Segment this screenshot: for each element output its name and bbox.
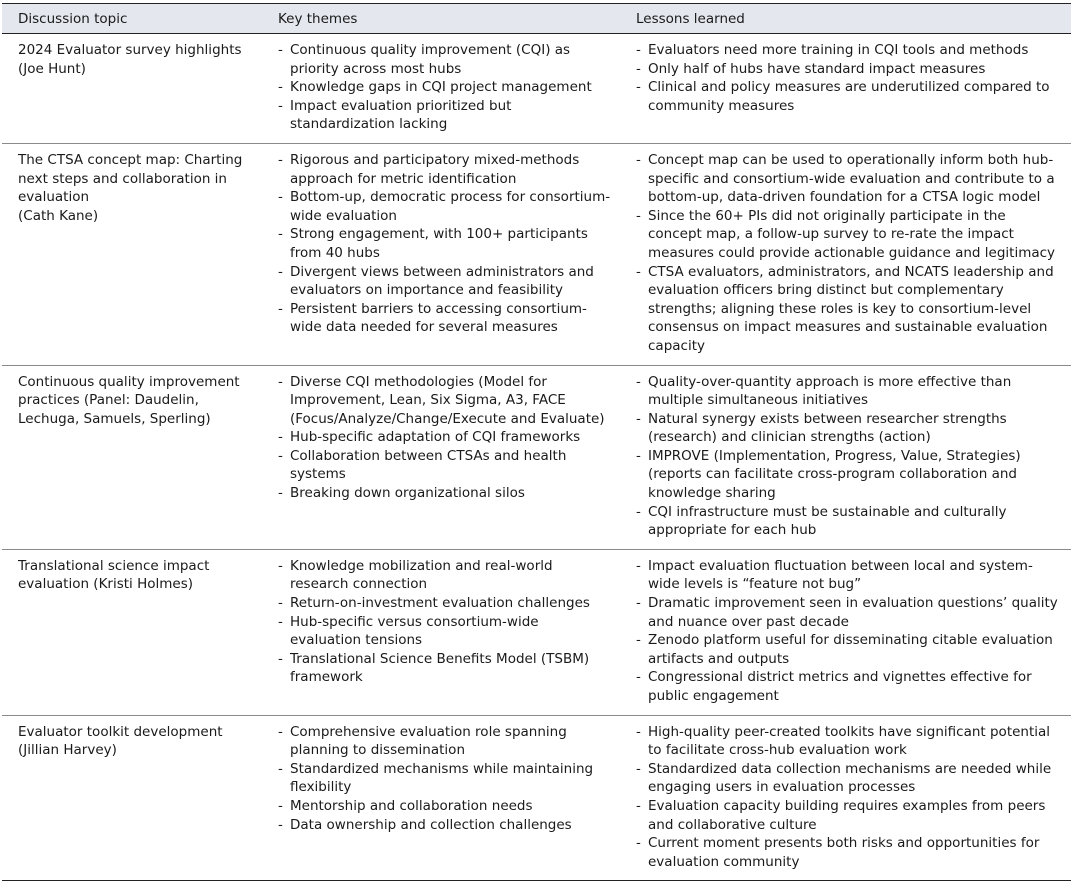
header-row <box>2 4 1071 34</box>
theme-item: - Impact evaluation prioritized but standardization lacking <box>278 97 612 134</box>
theme-item: - Translational Science Benefits Model (TSBM) framework <box>278 650 612 687</box>
theme-item: - Diverse CQI methodologies (Model for Improvement, Lean, Six Sigma, A3, FACE (Focus/Analyze/Change/Execute and Evaluate) <box>278 373 612 429</box>
table-header <box>2 4 1071 34</box>
theme-item: - Strong engagement, with 100+ participants from 40 hubs <box>278 225 612 262</box>
theme-item: - Data ownership and collection challenges <box>278 816 612 835</box>
header-discussion-topic: Discussion topic <box>2 4 262 34</box>
lesson-list <box>636 41 1063 115</box>
header-key-themes: Key themes <box>262 4 620 34</box>
table-row <box>2 715 1071 881</box>
table-row <box>2 143 1071 365</box>
theme-item: - Knowledge mobilization and real-world research connection <box>278 557 612 594</box>
lessons-cell <box>620 365 1071 549</box>
lesson-item: - IMPROVE (Implementation, Progress, Value, Strategies) (reports can facilitate cross-program collaboration and knowledge sharing <box>636 447 1063 503</box>
lesson-item: - Current moment presents both risks and opportunities for evaluation community <box>636 834 1063 871</box>
theme-item: - Continuous quality improvement (CQI) as priority across most hubs <box>278 41 612 78</box>
lessons-cell <box>620 34 1071 144</box>
theme-item: - Collaboration between CTSAs and health systems <box>278 447 612 484</box>
table-row <box>2 365 1071 549</box>
themes-cell <box>262 549 620 715</box>
lesson-item: - CTSA evaluators, administrators, and NCATS leadership and evaluation officers bring distinct but complementary strengths; aligning these roles is key to consortium-level consensus on impact measures and sustainable evaluation capacity <box>636 263 1063 356</box>
lesson-item: - Impact evaluation fluctuation between local and system-wide levels is “feature not bug” <box>636 557 1063 594</box>
table-row <box>2 34 1071 144</box>
lesson-item: - Clinical and policy measures are underutilized compared to community measures <box>636 78 1063 115</box>
topic-cell <box>2 715 262 881</box>
lesson-item: - Since the 60+ PIs did not originally participate in the concept map, a follow-up survey to re-rate the impact measures could provide actionable guidance and legitimacy <box>636 207 1063 263</box>
themes-cell <box>262 365 620 549</box>
topic-presenter: (Cath Kane) <box>18 207 99 224</box>
lesson-item: - CQI infrastructure must be sustainable and culturally appropriate for each hub <box>636 503 1063 540</box>
topic-cell <box>2 143 262 365</box>
theme-list <box>278 373 612 503</box>
theme-item: - Return-on-investment evaluation challenges <box>278 594 612 613</box>
themes-cell <box>262 34 620 144</box>
theme-list <box>278 723 612 835</box>
lesson-item: - Dramatic improvement seen in evaluation questions’ quality and nuance over past decade <box>636 594 1063 631</box>
lesson-item: - Natural synergy exists between researcher strengths (research) and clinician strengths (action) <box>636 410 1063 447</box>
topic-title: 2024 Evaluator survey highlights (Joe Hunt) <box>18 42 242 77</box>
lesson-item: - High-quality peer-created toolkits have significant potential to facilitate cross-hub evaluation work <box>636 723 1063 760</box>
topic-title: Translational science impact evaluation (Kristi Holmes) <box>18 557 210 593</box>
theme-item: - Bottom-up, democratic process for consortium-wide evaluation <box>278 188 612 225</box>
topic-title: Continuous quality improvement practices (Panel: Daudelin, Lechuga, Samuels, Sperling) <box>18 373 240 427</box>
table-body <box>2 34 1071 881</box>
lesson-item: - Only half of hubs have standard impact measures <box>636 60 1063 79</box>
topic-cell <box>2 365 262 549</box>
discussion-table <box>2 3 1071 881</box>
topic-cell <box>2 34 262 144</box>
themes-cell <box>262 143 620 365</box>
table-row <box>2 549 1071 715</box>
theme-list <box>278 151 612 337</box>
themes-cell <box>262 715 620 881</box>
lessons-cell <box>620 715 1071 881</box>
lessons-cell <box>620 549 1071 715</box>
lessons-cell <box>620 143 1071 365</box>
lesson-item: - Zenodo platform useful for disseminating citable evaluation artifacts and outputs <box>636 631 1063 668</box>
lesson-list <box>636 723 1063 872</box>
theme-item: - Knowledge gaps in CQI project management <box>278 78 612 97</box>
lesson-list <box>636 557 1063 706</box>
theme-item: - Mentorship and collaboration needs <box>278 797 612 816</box>
topic-title: The CTSA concept map: Charting next steps and collaboration in evaluation <box>18 151 243 206</box>
theme-item: - Standardized mechanisms while maintaining flexibility <box>278 760 612 797</box>
theme-list <box>278 557 612 687</box>
lesson-item: - Evaluation capacity building requires examples from peers and collaborative culture <box>636 797 1063 834</box>
theme-item: - Divergent views between administrators and evaluators on importance and feasibility <box>278 263 612 300</box>
theme-item: - Rigorous and participatory mixed-methods approach for metric identification <box>278 151 612 188</box>
theme-item: - Breaking down organizational silos <box>278 484 612 503</box>
header-lessons-learned: Lessons learned <box>620 4 1071 34</box>
lesson-list <box>636 151 1063 356</box>
topic-cell <box>2 549 262 715</box>
lesson-item: - Evaluators need more training in CQI tools and methods <box>636 41 1063 60</box>
lesson-item: - Quality-over-quantity approach is more effective than multiple simultaneous initiatives <box>636 373 1063 410</box>
theme-item: - Hub-specific versus consortium-wide evaluation tensions <box>278 613 612 650</box>
theme-item: - Persistent barriers to accessing consortium-wide data needed for several measures <box>278 300 612 337</box>
theme-list <box>278 41 612 134</box>
theme-item: - Comprehensive evaluation role spanning planning to dissemination <box>278 723 612 760</box>
lesson-item: - Standardized data collection mechanisms are needed while engaging users in evaluation processes <box>636 760 1063 797</box>
lesson-item: - Concept map can be used to operationally inform both hub-specific and consortium-wide evaluation and contribute to a bottom-up, data-driven foundation for a CTSA logic model <box>636 151 1063 207</box>
topic-title: Evaluator toolkit development (Jillian Harvey) <box>18 723 223 759</box>
theme-item: - Hub-specific adaptation of CQI frameworks <box>278 428 612 447</box>
lesson-item: - Congressional district metrics and vignettes effective for public engagement <box>636 668 1063 705</box>
lesson-list <box>636 373 1063 540</box>
